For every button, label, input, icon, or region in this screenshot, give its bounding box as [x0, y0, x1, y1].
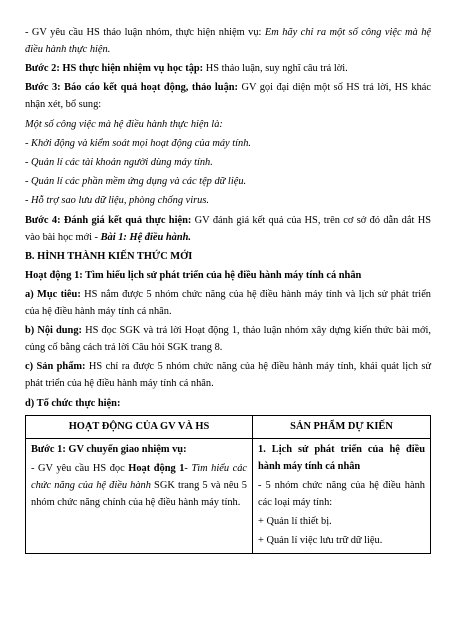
table-dash: -: [184, 462, 192, 474]
activity-heading: Hoạt động 1: Tìm hiểu lịch sử phát triển của hệ điều hành máy tính cá nhân: [25, 269, 362, 281]
step4-paragraph: [25, 212, 431, 246]
content-paragraph: [25, 322, 431, 356]
content-text: HS đọc SGK và trả lời Hoạt động 1, thảo luận nhóm xây dựng kiến thức bài mới, củng cố bằng cách trả lời Câu hỏi SGK trang 8.: [25, 325, 431, 354]
product-label: c) Sản phẩm:: [25, 361, 86, 373]
organization-heading: d) Tổ chức thực hiện:: [25, 397, 121, 409]
answer-item: - Quản lí các tài khoản người dùng máy tính.: [25, 156, 213, 168]
table-product-line: + Quản lí thiết bị.: [258, 516, 332, 527]
step2-paragraph: [25, 60, 431, 77]
product-paragraph: [25, 358, 431, 392]
table-step1-prefix: - GV yêu cầu HS đọc: [31, 462, 129, 474]
table-row: [26, 438, 431, 554]
table-header-row: [26, 415, 431, 438]
section-heading: B. HÌNH THÀNH KIẾN THỨC MỚI: [25, 250, 193, 262]
step2-label: Bước 2: HS thực hiện nhiệm vụ học tập:: [25, 63, 204, 75]
answer-item: - Quản lí các phần mềm ứng dụng và các tệp dữ liệu.: [25, 176, 247, 188]
table-product-title: 1. Lịch sử phát triển của hệ điều hành máy tính cá nhân: [258, 443, 425, 472]
table-header-products: SẢN PHẨM DỰ KIẾN: [253, 415, 431, 438]
step2-text: HS thảo luận, suy nghĩ câu trả lời.: [203, 63, 348, 75]
table-step1-suffix: SGK trang 5 và nêu 5 nhóm chức năng chính của hệ điều hành máy tính.: [31, 479, 247, 508]
lesson-title: Bài 1: Hệ điều hành.: [100, 231, 191, 243]
content-label: b) Nội dung:: [25, 325, 82, 337]
table-activity-title: Tìm hiểu các chức năng của hệ điều hành: [31, 462, 247, 491]
document-page: [25, 24, 431, 554]
step3-text: GV gọi đại diện một số HS trả lời, HS khác nhận xét, bổ sung:: [25, 82, 431, 111]
objective-text: HS nắm được 5 nhóm chức năng của hệ điều hành máy tính và lịch sử phát triển của hệ điều hành máy tính cá nhân.: [25, 289, 431, 318]
step4-label: Bước 4: Đánh giá kết quả thực hiện:: [25, 214, 192, 226]
step3-label: Bước 3: Báo cáo kết quả hoạt động, thảo luận:: [25, 82, 239, 94]
answers-heading: Một số công việc mà hệ điều hành thực hiện là:: [25, 118, 223, 130]
answer-item: - Khởi động và kiểm soát mọi hoạt động của máy tính.: [25, 137, 252, 149]
objective-label: a) Mục tiêu:: [25, 289, 81, 301]
table-product-line: - 5 nhóm chức năng của hệ điều hành các loại máy tính:: [258, 479, 425, 508]
objective-paragraph: [25, 286, 431, 320]
step4-text: GV đánh giá kết quả của HS, trên cơ sở đó dẫn dắt HS vào bài học mới -: [25, 214, 431, 243]
table-activity-name: Hoạt động 1: [128, 462, 185, 474]
task-paragraph: [25, 24, 431, 58]
table-step1-text: [31, 460, 247, 511]
task-question: Em hãy chỉ ra một số công việc mà hệ điều hành thực hiện.: [25, 27, 431, 55]
answer-item: - Hỗ trợ sao lưu dữ liệu, phòng chống virus.: [25, 195, 209, 207]
table-cell-activities: [26, 438, 253, 554]
task-prefix: - GV yêu cầu HS thảo luận nhóm, thực hiện nhiệm vụ:: [25, 27, 265, 38]
table-cell-products: [253, 438, 431, 554]
step3-paragraph: [25, 79, 431, 113]
table-step1-label: Bước 1: GV chuyển giao nhiệm vụ:: [31, 443, 187, 455]
activity-table: [25, 415, 431, 555]
table-product-line: + Quản lí việc lưu trữ dữ liệu.: [258, 535, 383, 547]
table-header-activities: HOẠT ĐỘNG CỦA GV VÀ HS: [26, 415, 253, 438]
product-text: HS chỉ ra được 5 nhóm chức năng của hệ điều hành máy tính, khái quát lịch sử phát triển của hệ điều hành máy tính cá nhân.: [25, 361, 431, 390]
